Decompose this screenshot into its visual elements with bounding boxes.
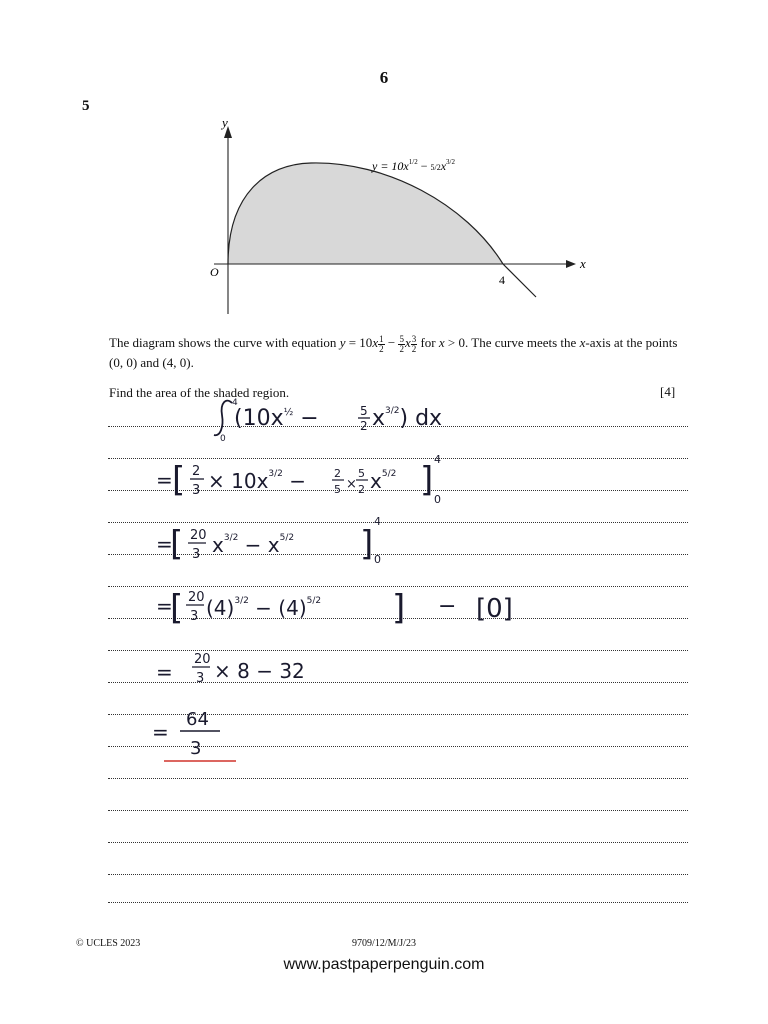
- svg-text:4: 4: [434, 453, 441, 466]
- answer-line: [108, 902, 688, 903]
- svg-text:5: 5: [360, 404, 368, 418]
- svg-text:]: ]: [392, 588, 406, 628]
- curve-label-right: x: [440, 159, 447, 173]
- svg-text:3: 3: [192, 483, 201, 498]
- svg-text:5: 5: [358, 467, 365, 480]
- svg-text:−: −: [438, 594, 457, 619]
- svg-text:=: =: [156, 468, 173, 492]
- root-label: 4: [499, 273, 505, 287]
- exp-three-halves: $\frac{3}{2}$: [411, 333, 417, 354]
- svg-text:20: 20: [188, 590, 205, 605]
- exp-half: $\frac{1}{2}$: [379, 333, 384, 354]
- handwritten-working: [108, 395, 578, 775]
- integral-lower: 0: [220, 434, 226, 444]
- svg-text:4: 4: [374, 515, 381, 528]
- svg-text:=: =: [156, 532, 173, 556]
- answer-line: [108, 842, 688, 843]
- svg-text:20: 20: [194, 652, 211, 667]
- question-number: 5: [82, 98, 90, 114]
- x-axis-label: x: [580, 256, 586, 271]
- integral-upper: 4: [232, 398, 238, 408]
- curve-equation-label: [371, 158, 455, 173]
- svg-text:]: ]: [360, 524, 374, 564]
- svg-text:64: 64: [186, 709, 209, 730]
- curve-label-left: y = 10x: [372, 159, 409, 173]
- origin-label: O: [210, 265, 219, 279]
- svg-text:×: ×: [346, 477, 357, 492]
- integral-sign: [214, 401, 232, 436]
- curve-label-exp1: 1/2: [408, 158, 418, 166]
- marks-allocation: [4]: [660, 384, 676, 399]
- svg-text:=: =: [156, 594, 173, 618]
- svg-text:3: 3: [190, 609, 199, 624]
- task-instruction: Find the area of the shaded region.: [109, 385, 290, 400]
- answer-line: [108, 874, 688, 875]
- svg-text:[0]: [0]: [476, 594, 513, 624]
- svg-text:]: ]: [420, 460, 434, 500]
- shaded-region: [228, 163, 503, 264]
- curve-label-mid: −: [417, 159, 431, 173]
- svg-text:2: 2: [360, 419, 368, 433]
- svg-text:(4)3/2 − (4)5/2: $(4)^{3/2} - (4)^{5/2}$: [206, 596, 322, 620]
- svg-text:0: 0: [434, 493, 441, 506]
- x-axis-arrow: [566, 260, 576, 268]
- svg-text:[: [: [172, 460, 186, 500]
- svg-text:3: 3: [192, 547, 201, 562]
- svg-text:[: [: [170, 524, 184, 564]
- svg-text:5: 5: [334, 483, 341, 496]
- curve-label-exp2: 3/2: [446, 158, 455, 166]
- svg-text:x3/2) dx: $x^{3/2}$) dx: [372, 406, 443, 431]
- integral-body: ($10x^{\frac{1}{2}}$ −: [234, 406, 319, 431]
- svg-text:2: 2: [358, 483, 365, 496]
- y-axis-label: y: [222, 115, 228, 130]
- svg-text:0: 0: [374, 553, 381, 566]
- paper-code: 9709/12/M/J/23: [352, 938, 416, 949]
- question-text: The diagram shows the curve with equation y = 10x $\frac{1}{2}$ − $\frac{5}{2}$ x $\frac{3}{2}$ for x > 0. The curve meets the x-axis at the points (0, 0) and (4, 0).: [109, 333, 678, 370]
- svg-text:x5/2: $x^{5/2}$: [370, 469, 397, 493]
- svg-text:2: 2: [192, 464, 201, 479]
- svg-text:2: 2: [334, 467, 341, 480]
- source-url: www.pastpaperpenguin.com: [283, 956, 485, 973]
- svg-text:=: =: [152, 720, 169, 744]
- svg-text:x3/2 − x5/2: $x^{3/2} - x^{5/2}$: [212, 533, 295, 557]
- svg-text:20: 20: [190, 528, 207, 543]
- svg-text:× 8 − 32: × 8 − 32: [214, 659, 305, 683]
- curve-label-frac: 5/2: [430, 163, 441, 172]
- answer-line: [108, 810, 688, 811]
- svg-text:[: [: [170, 588, 184, 628]
- coef-five-halves: $\frac{5}{2}$: [399, 333, 404, 354]
- curve-diagram: [196, 114, 596, 314]
- answer-line: [108, 778, 688, 779]
- copyright: © UCLES 2023: [76, 938, 141, 949]
- svg-text:3: 3: [196, 671, 205, 686]
- svg-text:=: =: [156, 660, 173, 684]
- svg-text:3: 3: [190, 738, 202, 759]
- svg-text:× 10x3/2 −: × $10x^{3/2}$ −: [208, 469, 307, 493]
- page-number: 6: [379, 68, 389, 87]
